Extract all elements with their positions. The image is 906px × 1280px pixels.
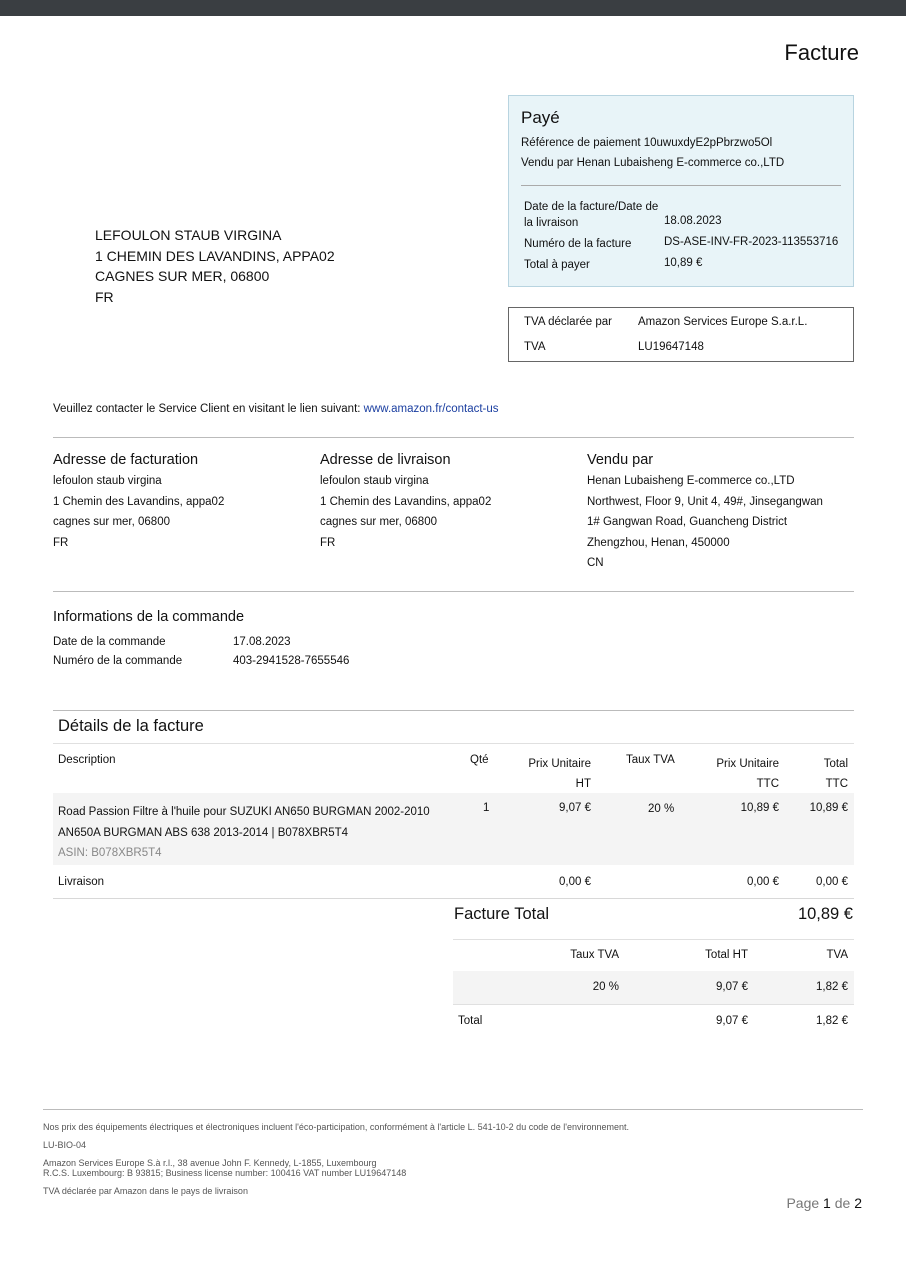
invoice-total-value: 10,89 € bbox=[797, 905, 853, 923]
divider bbox=[453, 1004, 854, 1005]
divider bbox=[53, 437, 854, 438]
invoice-date-value: 18.08.2023 bbox=[664, 215, 722, 227]
col-qty: Qté bbox=[470, 754, 489, 766]
item-asin: ASIN: B078XBR5T4 bbox=[58, 847, 162, 859]
seller-line: Northwest, Floor 9, Unit 4, 49#, Jinsegangwan bbox=[587, 495, 823, 508]
shipping-line: 1 Chemin des Lavandins, appa02 bbox=[320, 495, 492, 508]
item-description-line2: AN650A BURGMAN ABS 638 2013-2014 | B078XBR5T4 bbox=[58, 826, 349, 839]
top-bar bbox=[0, 0, 906, 16]
footer-company bbox=[43, 1158, 406, 1178]
seller-line: 1# Gangwan Road, Guancheng District bbox=[587, 516, 788, 528]
invoice-date-label-line1: Date de la facture/Date de bbox=[524, 201, 659, 213]
item-description bbox=[58, 802, 430, 864]
vat-summary-ht: 9,07 € bbox=[716, 981, 748, 993]
shipping-total: 0,00 € bbox=[816, 876, 848, 888]
shipping-line: FR bbox=[320, 536, 336, 549]
vat-declaration-box bbox=[508, 307, 854, 362]
recipient-country: FR bbox=[95, 289, 114, 305]
item-description-line1: Road Passion Filtre à l'huile pour SUZUKI AN650 BURGMAN 2002-2010 bbox=[58, 806, 430, 818]
shipping-line: cagnes sur mer, 06800 bbox=[320, 516, 437, 528]
billing-address-title: Adresse de facturation bbox=[53, 452, 199, 468]
seller-title: Vendu par bbox=[587, 452, 654, 468]
vat-summary-tva: 1,82 € bbox=[816, 981, 848, 993]
vat-total-label: Total bbox=[458, 1015, 483, 1027]
vat-declared-label: TVA déclarée par bbox=[524, 316, 613, 328]
invoice-date-label bbox=[524, 199, 658, 231]
total-due-value: 10,89 € bbox=[664, 257, 703, 269]
col-total-line1: Total bbox=[823, 758, 848, 770]
vat-total-tva: 1,82 € bbox=[816, 1015, 848, 1027]
item-total: 10,89 € bbox=[809, 802, 848, 814]
shipping-line: lefoulon staub virgina bbox=[320, 475, 429, 487]
footer-divider bbox=[43, 1109, 863, 1110]
col-unit-ttc-line1: Prix Unitaire bbox=[716, 758, 779, 770]
divider bbox=[453, 939, 854, 940]
divider bbox=[53, 591, 854, 592]
col-total-line2: TTC bbox=[825, 778, 848, 790]
col-unit-ttc-line2: TTC bbox=[756, 778, 779, 790]
shipping-unit-ht: 0,00 € bbox=[559, 876, 591, 888]
footer-company-line2: R.C.S. Luxembourg: B 93815; Business license number: 100416 VAT number LU19647148 bbox=[43, 1168, 407, 1178]
footer-code: LU-BIO-04 bbox=[43, 1140, 87, 1150]
recipient-street: 1 CHEMIN DES LAVANDINS, APPA02 bbox=[95, 248, 335, 264]
contact-notice bbox=[53, 403, 499, 415]
order-info-title: Informations de la commande bbox=[53, 609, 245, 625]
col-vat-rate: Taux TVA bbox=[626, 754, 675, 766]
footer-vat-note: TVA déclarée par Amazon dans le pays de livraison bbox=[43, 1186, 248, 1196]
page-indicator bbox=[786, 1195, 862, 1211]
item-unit-ht: 9,07 € bbox=[559, 802, 591, 814]
col-unit-ht bbox=[500, 754, 591, 794]
seller-address bbox=[587, 450, 823, 574]
page-total: 2 bbox=[854, 1195, 862, 1211]
item-vat-rate: 20 % bbox=[648, 803, 675, 815]
divider bbox=[53, 710, 854, 711]
col-unit-ht-line1: Prix Unitaire bbox=[528, 758, 591, 770]
vat-number-label: TVA bbox=[524, 341, 546, 353]
seller-line: CN bbox=[587, 557, 604, 569]
payment-sold-by: Vendu par Henan Lubaisheng E-commerce co.,LTD bbox=[521, 157, 785, 169]
billing-address bbox=[53, 450, 224, 553]
payment-status: Payé bbox=[521, 108, 560, 127]
divider bbox=[53, 898, 854, 899]
footer-eco-note: Nos prix des équipements électriques et électroniques incluent l'éco-participation, conformément à l'article L. 541-10-2 du code de l'environnement. bbox=[43, 1122, 629, 1132]
page-current: 1 bbox=[823, 1195, 831, 1211]
shipping-address bbox=[320, 450, 491, 553]
order-date-label: Date de la commande bbox=[53, 636, 166, 648]
item-unit-ttc: 10,89 € bbox=[740, 802, 779, 814]
seller-line: Zhengzhou, Henan, 450000 bbox=[587, 536, 730, 549]
vat-summary-rate-header: Taux TVA bbox=[570, 949, 619, 961]
invoice-details-title: Détails de la facture bbox=[58, 717, 204, 735]
order-number-label: Numéro de la commande bbox=[53, 655, 183, 667]
invoice-number-value: DS-ASE-INV-FR-2023-113553716 bbox=[664, 236, 839, 248]
total-due-label: Total à payer bbox=[524, 259, 590, 271]
vat-summary-tva-header: TVA bbox=[826, 949, 848, 961]
page-title: Facture bbox=[784, 40, 859, 65]
shipping-row-label: Livraison bbox=[58, 876, 105, 888]
seller-line: Henan Lubaisheng E-commerce co.,LTD bbox=[587, 475, 795, 487]
payment-summary-box bbox=[508, 95, 854, 287]
recipient-name: LEFOULON STAUB VIRGINA bbox=[95, 227, 282, 243]
col-description: Description bbox=[58, 754, 116, 766]
col-unit-ht-line2: HT bbox=[575, 778, 591, 790]
billing-line: 1 Chemin des Lavandins, appa02 bbox=[53, 495, 225, 508]
page-of: de bbox=[830, 1195, 855, 1211]
col-total bbox=[790, 754, 848, 794]
col-unit-ttc bbox=[690, 754, 779, 794]
invoice-date-label-line2: la livraison bbox=[524, 217, 579, 229]
page-label: Page bbox=[786, 1195, 824, 1211]
vat-declared-value: Amazon Services Europe S.a.r.L. bbox=[638, 316, 808, 328]
billing-line: FR bbox=[53, 536, 69, 549]
order-date-value: 17.08.2023 bbox=[233, 636, 291, 648]
billing-line: lefoulon staub virgina bbox=[53, 475, 162, 487]
invoice-number-label: Numéro de la facture bbox=[524, 238, 632, 250]
invoice-total-label: Facture Total bbox=[454, 905, 550, 923]
vat-summary-rate: 20 % bbox=[592, 981, 619, 993]
recipient-city: CAGNES SUR MER, 06800 bbox=[95, 268, 270, 284]
contact-text: Veuillez contacter le Service Client en visitant le lien suivant: bbox=[53, 403, 364, 415]
shipping-address-title: Adresse de livraison bbox=[320, 452, 451, 468]
billing-line: cagnes sur mer, 06800 bbox=[53, 516, 170, 528]
divider bbox=[521, 185, 841, 186]
vat-number-value: LU19647148 bbox=[638, 341, 704, 353]
footer-company-line1: Amazon Services Europe S.à r.l., 38 avenue John F. Kennedy, L-1855, Luxembourg bbox=[43, 1158, 377, 1168]
vat-summary-ht-header: Total HT bbox=[705, 949, 748, 961]
item-qty: 1 bbox=[483, 802, 490, 814]
vat-total-ht: 9,07 € bbox=[716, 1015, 748, 1027]
divider bbox=[53, 743, 854, 744]
contact-link[interactable]: www.amazon.fr/contact-us bbox=[363, 403, 499, 415]
shipping-unit-ttc: 0,00 € bbox=[747, 876, 779, 888]
order-number-value: 403-2941528-7655546 bbox=[233, 655, 350, 667]
payment-reference: Référence de paiement 10uwuxdyE2pPbrzwo5Ol bbox=[521, 137, 773, 149]
